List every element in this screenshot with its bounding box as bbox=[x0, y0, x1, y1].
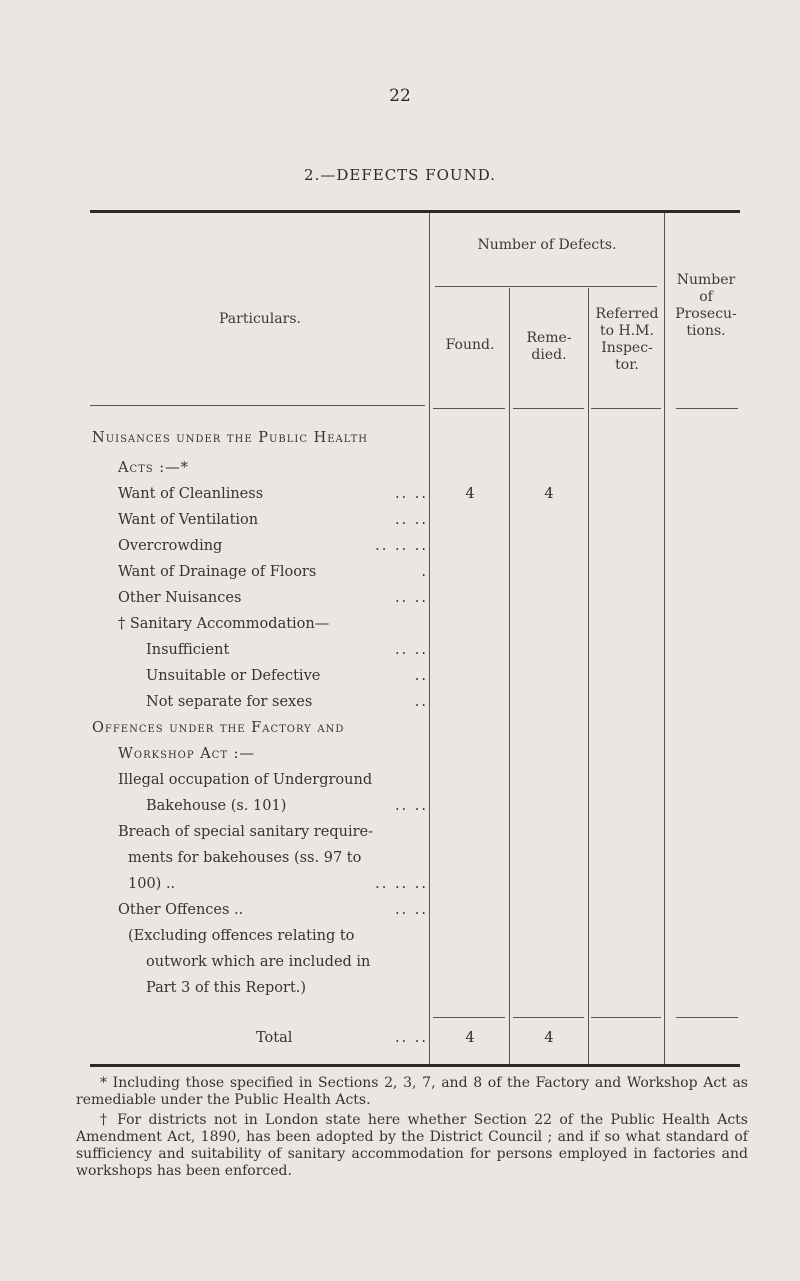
total-label: Total bbox=[256, 1030, 293, 1046]
row-label: 100) .. bbox=[128, 876, 176, 892]
header-referred-line4: tor. bbox=[615, 357, 639, 373]
col-divider-3 bbox=[588, 288, 589, 1065]
leader-dots: .. .. .. bbox=[375, 538, 428, 554]
table-row bbox=[118, 460, 189, 476]
header-referred bbox=[589, 306, 665, 374]
leader-dots: .. bbox=[414, 694, 428, 710]
leader-dots: .. .. bbox=[394, 642, 428, 658]
table-top-rule bbox=[90, 210, 740, 213]
row-label: Want of Drainage of Floors bbox=[118, 564, 317, 580]
header-bottom-rule-referred bbox=[591, 408, 661, 409]
table-row bbox=[118, 538, 222, 554]
col-divider-2 bbox=[509, 288, 510, 1065]
table-row bbox=[118, 616, 329, 632]
row-label: ments for bakehouses (ss. 97 to bbox=[128, 850, 362, 866]
leader-dots: .. .. bbox=[394, 590, 428, 606]
row-label: Part 3 of this Report.) bbox=[146, 980, 307, 996]
row-label: Overcrowding bbox=[118, 538, 223, 554]
table-row bbox=[128, 876, 175, 892]
header-referred-line1: Referred bbox=[595, 306, 659, 322]
row-label: Acts :—* bbox=[118, 460, 189, 476]
table-row bbox=[128, 928, 354, 944]
row-label: Workshop Act :— bbox=[118, 746, 255, 762]
header-prosecutions-line4: tions. bbox=[686, 323, 726, 339]
row-label: Other Nuisances bbox=[118, 590, 242, 606]
leader-dots: .. .. bbox=[394, 512, 428, 528]
table-row bbox=[118, 512, 258, 528]
total-rule-remedied bbox=[513, 1017, 584, 1018]
row-label: (Excluding offences relating to bbox=[128, 928, 355, 944]
header-bottom-rule-found bbox=[433, 408, 505, 409]
header-found: Found. bbox=[445, 337, 495, 353]
row-label: † Sanitary Accommodation— bbox=[118, 616, 330, 632]
table-row bbox=[146, 642, 229, 658]
table-row bbox=[92, 430, 368, 446]
table-row bbox=[146, 694, 312, 710]
row-label: Unsuitable or Defective bbox=[146, 668, 321, 684]
table-row bbox=[118, 746, 255, 762]
table-row bbox=[146, 954, 370, 970]
row-label: Bakehouse (s. 101) bbox=[146, 798, 287, 814]
header-referred-line2: to H.M. bbox=[600, 323, 654, 339]
leader-dots: .. bbox=[414, 668, 428, 684]
defects-subheader-rule bbox=[435, 286, 657, 287]
total-rule-prosecutions bbox=[676, 1017, 738, 1018]
table-row bbox=[118, 824, 373, 840]
table-row bbox=[146, 668, 320, 684]
header-number-of-defects: Number of Defects. bbox=[477, 237, 617, 253]
row-label: Other Offences .. bbox=[118, 902, 244, 918]
leader-dots: .. .. bbox=[394, 486, 428, 502]
row-label: Want of Cleanliness bbox=[118, 486, 264, 502]
header-bottom-rule bbox=[90, 405, 425, 406]
cell-found: 4 bbox=[465, 486, 475, 502]
row-label: outwork which are included in bbox=[146, 954, 371, 970]
table-row bbox=[146, 798, 286, 814]
total-leader-dots: .. .. bbox=[394, 1030, 428, 1046]
header-particulars: Particulars. bbox=[219, 311, 301, 327]
row-label: Nuisances under the Public Health bbox=[92, 430, 368, 446]
header-prosecutions bbox=[666, 272, 746, 340]
header-referred-line3: Inspec- bbox=[601, 340, 653, 356]
header-remedied bbox=[510, 330, 588, 364]
leader-dots: .. .. bbox=[394, 798, 428, 814]
table-row bbox=[118, 564, 316, 580]
header-bottom-rule-prosecutions bbox=[676, 408, 738, 409]
page-number: 22 bbox=[389, 86, 411, 106]
row-label: Insufficient bbox=[146, 642, 230, 658]
col-divider-1 bbox=[429, 213, 430, 1065]
cell-remedied: 4 bbox=[544, 486, 554, 502]
leader-dots: .. .. bbox=[394, 902, 428, 918]
header-prosecutions-line3: Prosecu- bbox=[675, 306, 737, 322]
header-prosecutions-line2: of bbox=[699, 289, 713, 305]
table-row bbox=[92, 720, 344, 736]
header-prosecutions-line1: Number bbox=[676, 272, 736, 288]
header-remedied-line1: Reme- bbox=[526, 330, 572, 346]
total-found: 4 bbox=[465, 1030, 475, 1046]
section-title: 2.—DEFECTS FOUND. bbox=[304, 166, 496, 184]
row-label: Illegal occupation of Underground bbox=[118, 772, 373, 788]
row-label: Offences under the Factory and bbox=[92, 720, 345, 736]
total-remedied: 4 bbox=[544, 1030, 554, 1046]
footnote-1: * Including those specified in Sections 2, 3, 7, and 8 of the Factory and Workshop Act as remediable under the Public Health Acts. bbox=[76, 1075, 748, 1108]
table-bottom-rule bbox=[90, 1064, 740, 1067]
header-bottom-rule-remedied bbox=[513, 408, 584, 409]
row-label: Breach of special sanitary require- bbox=[118, 824, 373, 840]
leader-dots: . bbox=[421, 564, 428, 580]
table-row bbox=[118, 902, 243, 918]
table-row bbox=[118, 590, 241, 606]
row-label: Want of Ventilation bbox=[118, 512, 259, 528]
table-row bbox=[118, 486, 263, 502]
table-row bbox=[146, 980, 306, 996]
table-row bbox=[128, 850, 361, 866]
footnote-2: † For districts not in London state here whether Section 22 of the Public Health Acts Amendment Act, 1890, has been adopted by the District Council ; and if so what standard of sufficiency and suitability of sanitary accommodation for persons employed in factories and workshops has been enforced. bbox=[76, 1112, 748, 1179]
total-rule-found bbox=[433, 1017, 505, 1018]
total-rule-referred bbox=[591, 1017, 661, 1018]
row-label: Not separate for sexes bbox=[146, 694, 313, 710]
header-remedied-line2: died. bbox=[531, 347, 567, 363]
table-row bbox=[118, 772, 372, 788]
leader-dots: .. .. .. bbox=[375, 876, 428, 892]
